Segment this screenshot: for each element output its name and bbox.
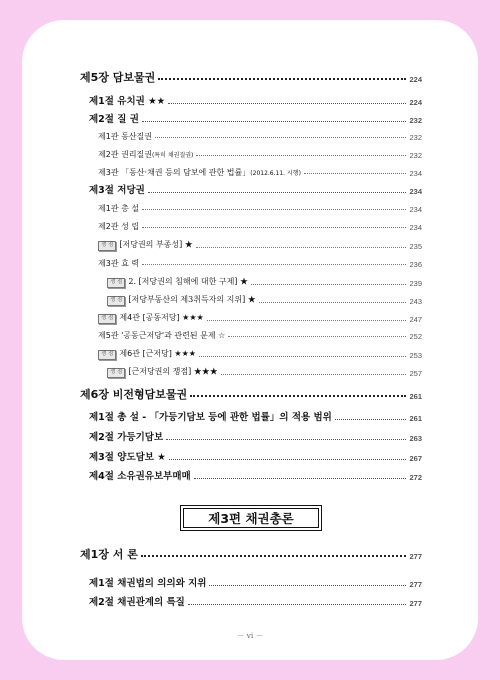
toc-entry-title	[98, 260, 139, 268]
toc-entry-title	[98, 169, 301, 177]
toc-entry[interactable]	[98, 350, 422, 360]
dot-leader	[207, 320, 406, 321]
toc-entry[interactable]	[89, 97, 422, 107]
toc-page-number: 239	[409, 279, 422, 288]
dot-leader	[158, 78, 406, 80]
toc-page-number: 224	[409, 74, 422, 84]
toc-entry-title	[98, 151, 193, 159]
part-title-banner: 제3편 채권총론	[180, 505, 322, 531]
toc-entry-text: 제1절 채권법의 의의와 지위	[89, 578, 207, 589]
toc-entry-title	[107, 278, 248, 288]
dot-leader	[142, 121, 406, 122]
toc-entry[interactable]	[89, 453, 422, 463]
toc-entry-text: 제2관 성 립	[98, 222, 140, 231]
toc-entry-title	[89, 115, 139, 125]
page-sheet	[22, 20, 478, 660]
toc-entry-text: 제6장 비전형담보물권	[80, 388, 188, 401]
issue-badge: 쟁 점	[107, 278, 125, 288]
issue-badge: 쟁 점	[98, 241, 116, 251]
toc-entry-title	[98, 350, 196, 360]
toc-entry-text: 제3절 양도담보 ★	[89, 452, 166, 463]
toc-entry-text: 제3관 「동산·채권 등의 담보에 관한 법률」	[98, 168, 251, 177]
dot-leader	[304, 173, 406, 174]
toc-entry-title	[89, 598, 185, 608]
toc-entry-title	[98, 332, 225, 340]
dot-leader	[142, 264, 406, 265]
toc-entry-text: 제6관 [근저당] ★★★	[119, 349, 196, 358]
toc-entry-title	[98, 241, 193, 251]
toc-entry-title	[89, 97, 165, 107]
toc-page-number: 235	[409, 242, 422, 251]
toc-entry-text: 제3관 효 력	[98, 259, 140, 268]
toc-entry-text: 제5관 '공동근저당'과 관련된 문제 ☆	[98, 331, 226, 340]
dot-leader	[166, 439, 406, 440]
toc-page-number: 247	[409, 315, 422, 324]
dot-leader	[221, 374, 406, 375]
toc-page-number: 277	[409, 599, 422, 608]
toc-entry[interactable]	[98, 314, 422, 324]
toc-page-number: 252	[409, 331, 422, 341]
toc-page-number: 236	[409, 259, 422, 269]
dot-leader	[335, 419, 406, 420]
dot-leader	[188, 604, 406, 605]
toc-entry-text: 제4절 소유권유보부매매	[89, 471, 191, 482]
dot-leader	[168, 103, 406, 104]
toc-entry[interactable]	[89, 186, 422, 196]
toc-entry-title	[107, 296, 256, 306]
toc-entry[interactable]	[98, 133, 422, 141]
toc-page-number: 234	[409, 222, 422, 232]
dot-leader	[148, 192, 406, 193]
dot-leader	[194, 478, 406, 479]
toc-entry[interactable]	[89, 598, 422, 608]
toc-page-number: 253	[409, 351, 422, 360]
toc-entry[interactable]	[98, 223, 422, 231]
dot-leader	[196, 247, 406, 248]
toc-entry-title	[89, 433, 163, 443]
toc-page-number: 263	[409, 434, 422, 443]
toc-page-number: 224	[409, 98, 422, 107]
toc-entry-text: 제2관 권리질권	[98, 150, 153, 159]
toc-page-number: 232	[409, 116, 422, 125]
toc-entry[interactable]	[80, 549, 422, 560]
toc-entry[interactable]	[89, 433, 422, 443]
toc-entry[interactable]	[98, 241, 422, 251]
toc-entry-text: [저당권의 부종성] ★	[119, 240, 193, 249]
toc-entry[interactable]	[107, 296, 422, 306]
toc-entry[interactable]	[89, 413, 422, 423]
toc-entry-text: 제3절 저당권	[89, 185, 145, 196]
toc-page-number: 261	[409, 414, 422, 423]
toc-entry-title	[89, 453, 166, 463]
issue-badge: 쟁 점	[98, 314, 116, 324]
toc-entry-title	[98, 314, 204, 324]
toc-entry-text: 제4관 [공동저당] ★★★	[119, 313, 204, 322]
toc-entry[interactable]	[107, 278, 422, 288]
toc-entry-text: 제5장 담보물권	[80, 71, 156, 84]
toc-entry[interactable]	[89, 579, 422, 589]
dot-leader	[251, 284, 406, 285]
toc-entry-title	[80, 549, 138, 560]
toc-entry[interactable]	[80, 72, 422, 83]
toc-entry[interactable]	[98, 332, 422, 340]
toc-page-number: 267	[409, 454, 422, 463]
toc-entry-text: 제2절 채권관계의 특질	[89, 597, 185, 608]
toc-entry-text: 제1관 동산질권	[98, 132, 153, 141]
toc-page-number: 232	[409, 132, 422, 142]
toc-entry-text: 제1절 총 설 - 「가등기담보 등에 관한 법률」의 적용 범위	[89, 412, 332, 423]
toc-entry-text: 제1절 유치권 ★★	[89, 96, 166, 107]
toc-page-number: 277	[409, 580, 422, 589]
toc-entry-title	[89, 413, 332, 423]
toc-entry[interactable]	[98, 205, 422, 213]
dot-leader	[169, 459, 406, 460]
dot-leader	[196, 155, 406, 156]
issue-badge: 쟁 점	[98, 350, 116, 360]
toc-page-number: 272	[409, 473, 422, 482]
toc-entry-title	[98, 133, 152, 141]
toc-entry-text: 제1장 서 론	[80, 548, 138, 561]
toc-entry-title	[89, 186, 145, 196]
toc-page-number: 277	[409, 551, 422, 561]
toc-entry-title	[80, 389, 187, 400]
toc-entry[interactable]	[98, 169, 422, 177]
toc-entry-text: 제2절 가등기담보	[89, 432, 164, 443]
toc-page-number: 234	[409, 187, 422, 196]
toc-entry-text: [근저당권의 쟁점] ★★★	[128, 367, 218, 376]
toc-entry-note: (2012.6.11. 시행)	[250, 170, 301, 177]
dot-leader	[142, 227, 406, 228]
toc-entry-note: (특히 채권질권)	[152, 152, 194, 159]
dot-leader	[199, 356, 406, 357]
toc-entry-title	[89, 579, 206, 589]
toc-page-number: 257	[409, 369, 422, 378]
toc-entry-text: 제1관 총 설	[98, 204, 140, 213]
dot-leader	[155, 137, 406, 138]
toc-entry-title	[98, 223, 139, 231]
dot-leader	[228, 336, 406, 337]
dot-leader	[141, 555, 406, 557]
toc-entry[interactable]	[80, 389, 422, 400]
toc-page-number: 234	[409, 204, 422, 214]
toc-entry-text: 제2절 질 권	[89, 114, 139, 125]
dot-leader	[259, 302, 406, 303]
dot-leader	[209, 585, 406, 586]
toc-page-number: 261	[409, 391, 422, 401]
toc-entry[interactable]	[89, 115, 422, 125]
toc-page-number: 232	[409, 150, 422, 160]
toc-entry-text: 2. [저당권의 침해에 대한 구제] ★	[128, 277, 248, 286]
toc-entry-title	[107, 368, 218, 378]
toc-entry[interactable]	[107, 368, 422, 378]
toc-page-number: 243	[409, 297, 422, 306]
toc-page-number: 234	[409, 168, 422, 178]
page-number-footer: － vi －	[236, 631, 264, 640]
dot-leader	[142, 209, 406, 210]
toc-entry[interactable]	[98, 151, 422, 159]
toc-entry[interactable]	[98, 260, 422, 268]
toc-entry-title	[98, 205, 139, 213]
toc-entry[interactable]	[89, 472, 422, 482]
toc-entry-title	[89, 472, 191, 482]
toc-entry-text: [저당부동산의 제3취득자의 지위] ★	[128, 295, 256, 304]
dot-leader	[190, 395, 406, 397]
issue-badge: 쟁 점	[107, 368, 125, 378]
issue-badge: 쟁 점	[107, 296, 125, 306]
toc-entry-title	[80, 72, 155, 83]
